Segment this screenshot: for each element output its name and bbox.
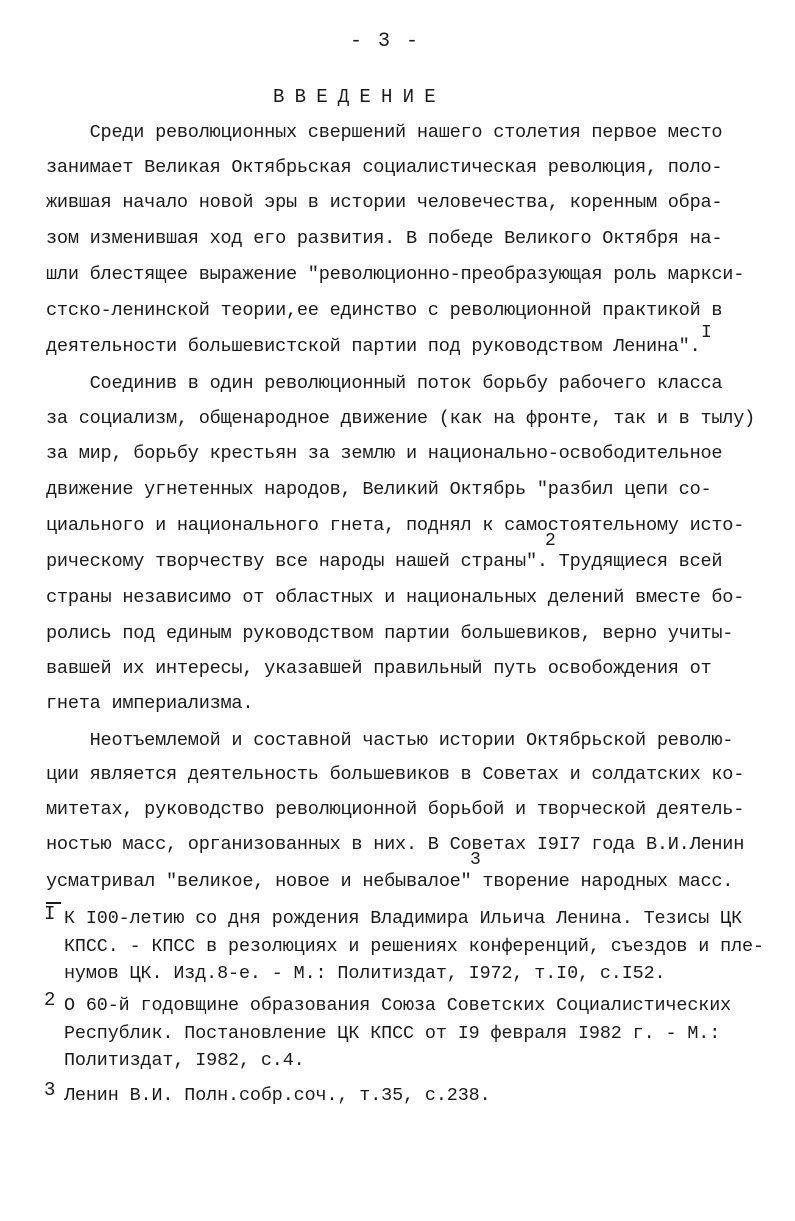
paragraph-1-line-2: занимает Великая Октябрьская социалистическая революция, поло- (46, 157, 723, 178)
footnote-ref-1: I (701, 323, 712, 343)
paragraph-1-line-5: шли блестящее выражение "революционно-преобразующая роль маркси- (46, 264, 745, 285)
paragraph-1-line-4: зом изменившая ход его развития. В победе Великого Октября на- (46, 228, 723, 249)
paragraph-3-line-4: ностью масс, организованных в них. В Советах I9I7 года В.И.Ленин (46, 834, 745, 855)
paragraph-2-line-4: движение угнетенных народов, Великий Октябрь "разбил цепи со- (46, 479, 712, 500)
paragraph-3-line-3: митетах, руководство революционной борьбой и творческой деятель- (46, 799, 745, 820)
paragraph-1-line-6: стско-ленинской теории,ее единство с революционной практикой в (46, 300, 723, 321)
footnote-2-line-1: О 60-й годовщине образования Союза Советских Социалистических (64, 995, 732, 1016)
paragraph-2-line-9: вавшей их интересы, указавшей правильный путь освобождения от (46, 658, 712, 679)
footnote-2-line-2: Республик. Постановление ЦК КПСС от I9 февраля I982 г. - М.: (64, 1023, 721, 1044)
footnote-3-mark: 3 (44, 1079, 56, 1101)
paragraph-2-line-10: гнета империализма. (46, 693, 254, 714)
paragraph-2-line-1: Соединив в один революционный поток борьбу рабочего класса (46, 373, 723, 394)
paragraph-1-line-3: жившая начало новой эры в истории человечества, коренным обра- (46, 192, 723, 213)
paragraph-2-line-8: ролись под единым руководством партии большевиков, верно учиты- (46, 623, 734, 644)
paragraph-2-line-7: страны независимо от областных и национальных делений вместе бо- (46, 587, 745, 608)
footnote-1-mark: I (44, 903, 56, 925)
paragraph-1-line-7: деятельности большевистской партии под руководством Ленина". (46, 336, 701, 357)
section-heading: ВВЕДЕНИЕ (273, 86, 446, 108)
footnote-1-line-1: К I00-летию со дня рождения Владимира Ильича Ленина. Тезисы ЦК (64, 908, 743, 929)
footnote-1-line-3: нумов ЦК. Изд.8-е. - М.: Политиздат, I972, т.I0, с.I52. (64, 963, 666, 984)
paragraph-2-line-5: циального и национального гнета, поднял к самостоятельному исто- (46, 515, 745, 536)
footnote-2-mark: 2 (44, 989, 56, 1011)
footnote-2-line-3: Политиздат, I982, с.4. (64, 1050, 305, 1071)
page-number: - 3 - (350, 30, 421, 53)
paragraph-3-line-2: ции является деятельность большевиков в Советах и солдатских ко- (46, 764, 745, 785)
paragraph-3-line-5: усматривал "великое, новое и небывалое" творение народных масс. (46, 871, 734, 892)
paragraph-1-line-1: Среди революционных свершений нашего столетия первое место (46, 122, 723, 143)
footnote-1-line-2: КПСС. - КПСС в резолюциях и решениях конференций, съездов и пле- (64, 936, 764, 957)
footnote-ref-2: 2 (545, 531, 556, 551)
footnote-3-line-1: Ленин В.И. Полн.собр.соч., т.35, с.238. (64, 1085, 491, 1106)
paragraph-2-line-6: рическому творчеству все народы нашей страны". Трудящиеся всей (46, 551, 723, 572)
footnote-ref-3: 3 (470, 850, 481, 870)
paragraph-3-line-1: Неотъемлемой и составной частью истории Октябрьской револю- (46, 730, 734, 751)
paragraph-2-line-3: за мир, борьбу крестьян за землю и национально-освободительное (46, 443, 723, 464)
paragraph-2-line-2: за социализм, общенародное движение (как на фронте, так и в тылу) (46, 408, 756, 429)
